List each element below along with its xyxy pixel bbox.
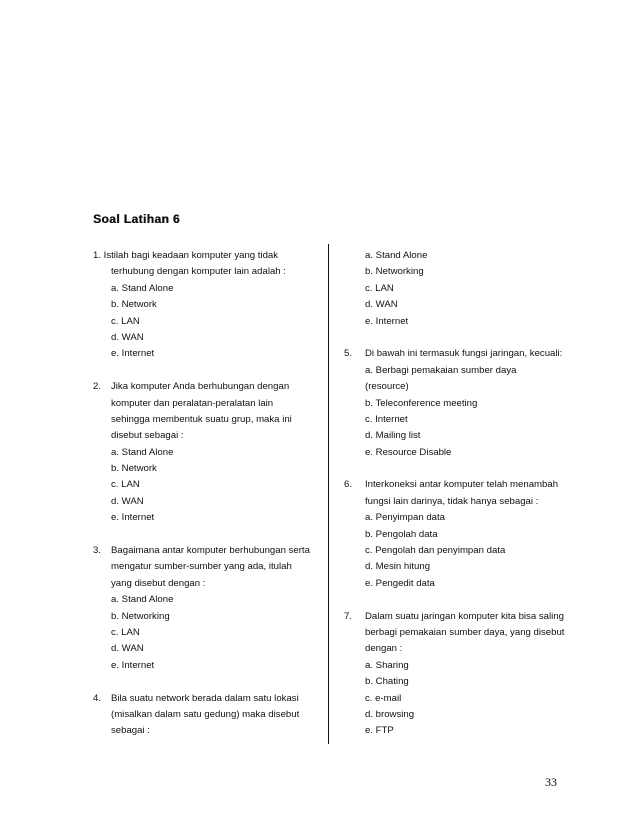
- question-text: sehingga membentuk suatu grup, maka ini: [111, 413, 292, 425]
- question-line: [93, 330, 323, 346]
- question-line: [344, 379, 574, 395]
- question-line: [344, 330, 574, 346]
- question-text: b. Networking: [111, 610, 170, 622]
- question-line: [344, 445, 574, 461]
- question-text: d. WAN: [111, 643, 144, 655]
- question-line: [93, 609, 323, 625]
- question-line: [344, 543, 574, 559]
- question-text: d. WAN: [111, 495, 144, 507]
- question-line: [344, 674, 574, 690]
- question-text: sebagai :: [111, 725, 150, 737]
- question-text: b. Networking: [365, 266, 424, 278]
- question-line: [93, 658, 323, 674]
- question-text: a. Berbagi pemakaian sumber daya: [365, 364, 517, 376]
- question-line: [344, 281, 574, 297]
- question-line: [93, 281, 323, 297]
- question-line: [344, 314, 574, 330]
- question-text: Interkoneksi antar komputer telah menambah: [365, 479, 559, 491]
- question-line: [344, 510, 574, 526]
- page-number: 33: [545, 775, 557, 789]
- question-line: [93, 494, 323, 510]
- question-line: [344, 412, 574, 428]
- question-number: 2.: [93, 381, 102, 393]
- question-line: [93, 445, 323, 461]
- question-line: [344, 461, 574, 477]
- question-text: e. Internet: [365, 315, 409, 327]
- question-text: c. LAN: [365, 282, 394, 294]
- question-line: [93, 510, 323, 526]
- question-text: mengatur sumber-sumber yang ada, itulah: [111, 561, 292, 573]
- question-line: [93, 592, 323, 608]
- question-line: [93, 428, 323, 444]
- question-text: e. Resource Disable: [365, 446, 452, 458]
- question-line: [93, 314, 323, 330]
- question-text: b. Chating: [365, 676, 409, 688]
- question-text: fungsi lain darinya, tidak hanya sebagai :: [365, 495, 539, 507]
- question-text: dengan :: [365, 643, 403, 655]
- question-line: [93, 248, 323, 264]
- question-text: a. Stand Alone: [111, 282, 174, 294]
- question-line: [93, 641, 323, 657]
- page-title: Soal Latihan 6: [93, 212, 180, 226]
- question-text: yang disebut dengan :: [111, 577, 206, 589]
- question-line: [344, 625, 574, 641]
- question-line: [93, 297, 323, 313]
- right-question-column: [344, 248, 574, 740]
- question-text: a. Stand Alone: [111, 446, 174, 458]
- question-text: c. LAN: [111, 479, 140, 491]
- question-number: 1. Istilah bagi keadaan komputer yang tidak: [93, 250, 279, 261]
- question-line: [344, 297, 574, 313]
- question-line: [93, 625, 323, 641]
- question-line: [344, 527, 574, 543]
- question-text: (misalkan dalam satu gedung) maka disebut: [111, 708, 300, 720]
- question-text: Bagaimana antar komputer berhubungan serta: [111, 545, 310, 557]
- question-line: [93, 723, 323, 739]
- question-line: [93, 527, 323, 543]
- question-text: c. Pengolah dan penyimpan data: [365, 545, 506, 557]
- question-text: c. e-mail: [365, 692, 402, 704]
- question-text: e. Internet: [111, 512, 155, 524]
- column-divider: [328, 244, 329, 744]
- question-line: [93, 396, 323, 412]
- question-line: [344, 248, 574, 264]
- question-text: disebut sebagai :: [111, 430, 184, 442]
- question-line: [344, 396, 574, 412]
- question-line: [344, 346, 574, 362]
- question-text: d. WAN: [365, 299, 398, 311]
- question-line: [93, 674, 323, 690]
- question-text: b. Network: [111, 299, 157, 311]
- question-line: [344, 494, 574, 510]
- question-line: [344, 559, 574, 575]
- question-text: b. Network: [111, 463, 157, 475]
- question-text: a. Stand Alone: [111, 594, 174, 606]
- question-line: [344, 658, 574, 674]
- question-text: terhubung dengan komputer lain adalah :: [111, 266, 286, 278]
- question-number: 5.: [344, 348, 353, 360]
- question-line: [344, 592, 574, 608]
- question-line: [93, 477, 323, 493]
- question-line: [344, 576, 574, 592]
- question-line: [93, 576, 323, 592]
- question-text: d. WAN: [111, 331, 144, 343]
- question-text: a. Stand Alone: [365, 250, 428, 261]
- question-line: [93, 363, 323, 379]
- question-text: a. Sharing: [365, 659, 409, 671]
- question-line: [344, 691, 574, 707]
- question-text: (resource): [365, 381, 409, 393]
- question-number: 3.: [93, 545, 102, 557]
- question-line: [93, 461, 323, 477]
- question-text: Bila suatu network berada dalam satu lokasi: [111, 692, 299, 704]
- question-line: [344, 723, 574, 739]
- question-text: d. browsing: [365, 708, 415, 720]
- question-line: [344, 363, 574, 379]
- question-text: d. Mailing list: [365, 430, 421, 442]
- question-text: b. Pengolah data: [365, 528, 438, 540]
- question-text: a. Penyimpan data: [365, 512, 446, 524]
- question-line: [93, 543, 323, 559]
- question-line: [93, 412, 323, 428]
- question-line: [344, 264, 574, 280]
- question-text: c. LAN: [111, 315, 140, 327]
- question-line: [344, 641, 574, 657]
- question-line: [344, 477, 574, 493]
- question-line: [93, 691, 323, 707]
- question-text: komputer dan peralatan-peralatan lain: [111, 397, 274, 409]
- question-number: 7.: [344, 610, 353, 622]
- question-text: e. FTP: [365, 725, 394, 737]
- question-text: e. Internet: [111, 348, 155, 360]
- question-number: 6.: [344, 479, 353, 491]
- question-text: berbagi pemakaian sumber daya, yang disebut: [365, 626, 565, 638]
- question-line: [93, 264, 323, 280]
- left-question-column: [93, 248, 323, 740]
- question-text: c. Internet: [365, 413, 408, 425]
- question-text: Dalam suatu jaringan komputer kita bisa saling: [365, 610, 564, 622]
- question-text: c. LAN: [111, 626, 140, 638]
- question-text: Jika komputer Anda berhubungan dengan: [111, 381, 290, 393]
- question-line: [93, 707, 323, 723]
- question-line: [344, 428, 574, 444]
- question-text: e. Pengedit data: [365, 577, 435, 589]
- question-text: e. Internet: [111, 659, 155, 671]
- question-text: b. Teleconference meeting: [365, 397, 478, 409]
- question-line: [93, 346, 323, 362]
- question-text: Di bawah ini termasuk fungsi jaringan, kecuali:: [365, 348, 563, 360]
- question-number: 4.: [93, 692, 102, 704]
- question-line: [344, 707, 574, 723]
- question-text: d. Mesin hitung: [365, 561, 431, 573]
- question-line: [344, 609, 574, 625]
- question-line: [93, 559, 323, 575]
- question-line: [93, 379, 323, 395]
